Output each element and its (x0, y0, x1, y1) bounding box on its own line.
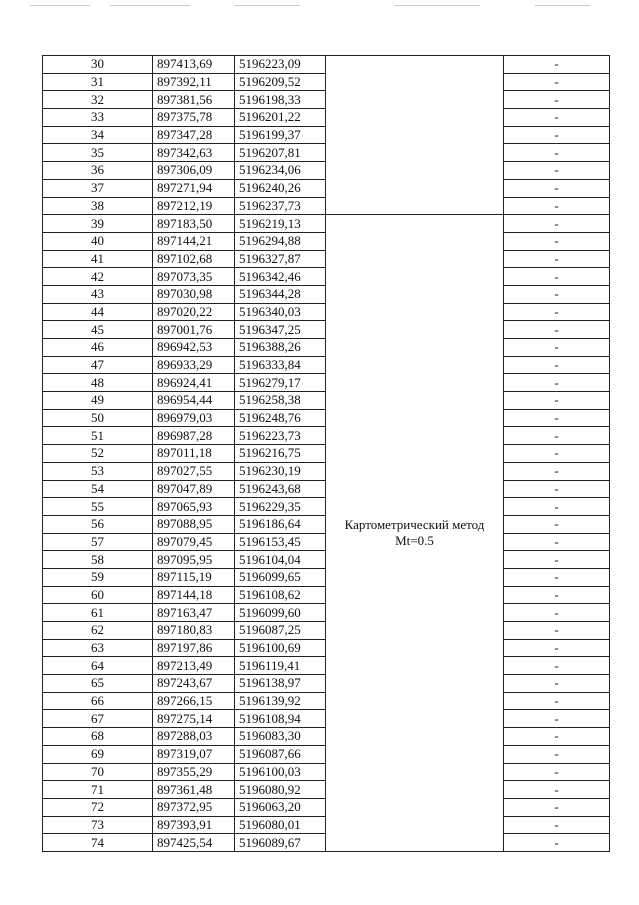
point-number-cell: 59 (43, 568, 153, 586)
x-coordinate-cell: 897288,03 (153, 728, 235, 746)
point-number-cell: 56 (43, 515, 153, 533)
note-cell: - (504, 73, 610, 91)
y-coordinate-cell: 5196099,65 (235, 568, 326, 586)
x-coordinate-cell: 897381,56 (153, 91, 235, 109)
y-coordinate-cell: 5196223,73 (235, 427, 326, 445)
x-coordinate-cell: 897020,22 (153, 303, 235, 321)
y-coordinate-cell: 5196186,64 (235, 515, 326, 533)
x-coordinate-cell: 896954,44 (153, 392, 235, 410)
x-coordinate-cell: 897073,35 (153, 268, 235, 286)
note-cell: - (504, 551, 610, 569)
point-number-cell: 34 (43, 126, 153, 144)
y-coordinate-cell: 5196080,92 (235, 781, 326, 799)
y-coordinate-cell: 5196139,92 (235, 692, 326, 710)
y-coordinate-cell: 5196104,04 (235, 551, 326, 569)
point-number-cell: 71 (43, 781, 153, 799)
note-cell: - (504, 657, 610, 675)
note-cell: - (504, 232, 610, 250)
note-cell: - (504, 781, 610, 799)
y-coordinate-cell: 5196219,13 (235, 215, 326, 233)
y-coordinate-cell: 5196199,37 (235, 126, 326, 144)
method-cell-empty (326, 56, 504, 215)
point-number-cell: 36 (43, 162, 153, 180)
x-coordinate-cell: 897088,95 (153, 515, 235, 533)
y-coordinate-cell: 5196087,66 (235, 745, 326, 763)
y-coordinate-cell: 5196089,67 (235, 834, 326, 852)
y-coordinate-cell: 5196333,84 (235, 356, 326, 374)
x-coordinate-cell: 897197,86 (153, 639, 235, 657)
point-number-cell: 33 (43, 109, 153, 127)
note-cell: - (504, 480, 610, 498)
point-number-cell: 61 (43, 604, 153, 622)
note-cell: - (504, 568, 610, 586)
x-coordinate-cell: 897347,28 (153, 126, 235, 144)
y-coordinate-cell: 5196063,20 (235, 798, 326, 816)
y-coordinate-cell: 5196340,03 (235, 303, 326, 321)
note-cell: - (504, 268, 610, 286)
y-coordinate-cell: 5196243,68 (235, 480, 326, 498)
point-number-cell: 43 (43, 285, 153, 303)
note-cell: - (504, 285, 610, 303)
note-cell: - (504, 56, 610, 74)
point-number-cell: 46 (43, 339, 153, 357)
y-coordinate-cell: 5196258,38 (235, 392, 326, 410)
note-cell: - (504, 215, 610, 233)
x-coordinate-cell: 897355,29 (153, 763, 235, 781)
note-cell: - (504, 816, 610, 834)
x-coordinate-cell: 897212,19 (153, 197, 235, 215)
y-coordinate-cell: 5196248,76 (235, 409, 326, 427)
y-coordinate-cell: 5196279,17 (235, 374, 326, 392)
y-coordinate-cell: 5196108,94 (235, 710, 326, 728)
table-row (43, 215, 610, 233)
point-number-cell: 72 (43, 798, 153, 816)
point-number-cell: 67 (43, 710, 153, 728)
y-coordinate-cell: 5196100,69 (235, 639, 326, 657)
y-coordinate-cell: 5196080,01 (235, 816, 326, 834)
point-number-cell: 70 (43, 763, 153, 781)
point-number-cell: 53 (43, 462, 153, 480)
point-number-cell: 41 (43, 250, 153, 268)
note-cell: - (504, 675, 610, 693)
y-coordinate-cell: 5196209,52 (235, 73, 326, 91)
table-row (43, 56, 610, 74)
y-coordinate-cell: 5196108,62 (235, 586, 326, 604)
y-coordinate-cell: 5196099,60 (235, 604, 326, 622)
note-cell: - (504, 392, 610, 410)
point-number-cell: 38 (43, 197, 153, 215)
y-coordinate-cell: 5196230,19 (235, 462, 326, 480)
point-number-cell: 58 (43, 551, 153, 569)
point-number-cell: 55 (43, 498, 153, 516)
x-coordinate-cell: 897213,49 (153, 657, 235, 675)
y-coordinate-cell: 5196240,26 (235, 179, 326, 197)
y-coordinate-cell: 5196198,33 (235, 91, 326, 109)
point-number-cell: 35 (43, 144, 153, 162)
x-coordinate-cell: 897095,95 (153, 551, 235, 569)
method-text-line-2: Mt=0.5 (395, 533, 434, 549)
y-coordinate-cell: 5196207,81 (235, 144, 326, 162)
point-number-cell: 57 (43, 533, 153, 551)
note-cell: - (504, 533, 610, 551)
y-coordinate-cell: 5196138,97 (235, 675, 326, 693)
point-number-cell: 42 (43, 268, 153, 286)
x-coordinate-cell: 897372,95 (153, 798, 235, 816)
y-coordinate-cell: 5196083,30 (235, 728, 326, 746)
x-coordinate-cell: 897011,18 (153, 445, 235, 463)
x-coordinate-cell: 897183,50 (153, 215, 235, 233)
note-cell: - (504, 798, 610, 816)
x-coordinate-cell: 896933,29 (153, 356, 235, 374)
x-coordinate-cell: 897413,69 (153, 56, 235, 74)
x-coordinate-cell: 897243,67 (153, 675, 235, 693)
y-coordinate-cell: 5196100,03 (235, 763, 326, 781)
x-coordinate-cell: 897266,15 (153, 692, 235, 710)
x-coordinate-cell: 897027,55 (153, 462, 235, 480)
point-number-cell: 60 (43, 586, 153, 604)
x-coordinate-cell: 896979,03 (153, 409, 235, 427)
point-number-cell: 63 (43, 639, 153, 657)
y-coordinate-cell: 5196237,73 (235, 197, 326, 215)
x-coordinate-cell: 897001,76 (153, 321, 235, 339)
point-number-cell: 51 (43, 427, 153, 445)
note-cell: - (504, 763, 610, 781)
note-cell: - (504, 339, 610, 357)
x-coordinate-cell: 897079,45 (153, 533, 235, 551)
x-coordinate-cell: 897030,98 (153, 285, 235, 303)
note-cell: - (504, 427, 610, 445)
y-coordinate-cell: 5196223,09 (235, 56, 326, 74)
point-number-cell: 52 (43, 445, 153, 463)
scan-header-artifact (0, 0, 639, 12)
note-cell: - (504, 144, 610, 162)
y-coordinate-cell: 5196347,25 (235, 321, 326, 339)
point-number-cell: 65 (43, 675, 153, 693)
x-coordinate-cell: 897393,91 (153, 816, 235, 834)
note-cell: - (504, 692, 610, 710)
point-number-cell: 66 (43, 692, 153, 710)
note-cell: - (504, 639, 610, 657)
note-cell: - (504, 91, 610, 109)
x-coordinate-cell: 897144,18 (153, 586, 235, 604)
note-cell: - (504, 250, 610, 268)
point-number-cell: 37 (43, 179, 153, 197)
x-coordinate-cell: 897065,93 (153, 498, 235, 516)
note-cell: - (504, 445, 610, 463)
note-cell: - (504, 374, 610, 392)
x-coordinate-cell: 897306,09 (153, 162, 235, 180)
x-coordinate-cell: 896987,28 (153, 427, 235, 445)
y-coordinate-cell: 5196327,87 (235, 250, 326, 268)
note-cell: - (504, 710, 610, 728)
point-number-cell: 32 (43, 91, 153, 109)
note-cell: - (504, 162, 610, 180)
point-number-cell: 45 (43, 321, 153, 339)
x-coordinate-cell: 897102,68 (153, 250, 235, 268)
note-cell: - (504, 515, 610, 533)
note-cell: - (504, 586, 610, 604)
point-number-cell: 73 (43, 816, 153, 834)
x-coordinate-cell: 897425,54 (153, 834, 235, 852)
point-number-cell: 69 (43, 745, 153, 763)
point-number-cell: 49 (43, 392, 153, 410)
y-coordinate-cell: 5196229,35 (235, 498, 326, 516)
y-coordinate-cell: 5196201,22 (235, 109, 326, 127)
x-coordinate-cell: 897361,48 (153, 781, 235, 799)
x-coordinate-cell: 897180,83 (153, 622, 235, 640)
point-number-cell: 31 (43, 73, 153, 91)
point-number-cell: 62 (43, 622, 153, 640)
point-number-cell: 40 (43, 232, 153, 250)
point-number-cell: 47 (43, 356, 153, 374)
note-cell: - (504, 109, 610, 127)
y-coordinate-cell: 5196119,41 (235, 657, 326, 675)
x-coordinate-cell: 897375,78 (153, 109, 235, 127)
x-coordinate-cell: 897319,07 (153, 745, 235, 763)
y-coordinate-cell: 5196344,28 (235, 285, 326, 303)
method-cell (326, 215, 504, 852)
y-coordinate-cell: 5196234,06 (235, 162, 326, 180)
point-number-cell: 68 (43, 728, 153, 746)
note-cell: - (504, 462, 610, 480)
note-cell: - (504, 179, 610, 197)
point-number-cell: 74 (43, 834, 153, 852)
x-coordinate-cell: 897392,11 (153, 73, 235, 91)
x-coordinate-cell: 897271,94 (153, 179, 235, 197)
y-coordinate-cell: 5196388,26 (235, 339, 326, 357)
note-cell: - (504, 834, 610, 852)
point-number-cell: 50 (43, 409, 153, 427)
y-coordinate-cell: 5196153,45 (235, 533, 326, 551)
note-cell: - (504, 356, 610, 374)
point-number-cell: 64 (43, 657, 153, 675)
note-cell: - (504, 409, 610, 427)
x-coordinate-cell: 897275,14 (153, 710, 235, 728)
x-coordinate-cell: 897115,19 (153, 568, 235, 586)
point-number-cell: 39 (43, 215, 153, 233)
note-cell: - (504, 604, 610, 622)
y-coordinate-cell: 5196216,75 (235, 445, 326, 463)
note-cell: - (504, 728, 610, 746)
point-number-cell: 30 (43, 56, 153, 74)
x-coordinate-cell: 897163,47 (153, 604, 235, 622)
y-coordinate-cell: 5196087,25 (235, 622, 326, 640)
note-cell: - (504, 197, 610, 215)
note-cell: - (504, 321, 610, 339)
x-coordinate-cell: 897342,63 (153, 144, 235, 162)
note-cell: - (504, 126, 610, 144)
y-coordinate-cell: 5196342,46 (235, 268, 326, 286)
coordinates-table (42, 55, 610, 852)
x-coordinate-cell: 896924,41 (153, 374, 235, 392)
note-cell: - (504, 622, 610, 640)
note-cell: - (504, 498, 610, 516)
x-coordinate-cell: 897144,21 (153, 232, 235, 250)
point-number-cell: 44 (43, 303, 153, 321)
point-number-cell: 54 (43, 480, 153, 498)
x-coordinate-cell: 897047,89 (153, 480, 235, 498)
note-cell: - (504, 745, 610, 763)
point-number-cell: 48 (43, 374, 153, 392)
note-cell: - (504, 303, 610, 321)
coordinates-table-body (43, 56, 610, 852)
method-text-line-1: Картометрический метод (344, 517, 485, 533)
y-coordinate-cell: 5196294,88 (235, 232, 326, 250)
x-coordinate-cell: 896942,53 (153, 339, 235, 357)
